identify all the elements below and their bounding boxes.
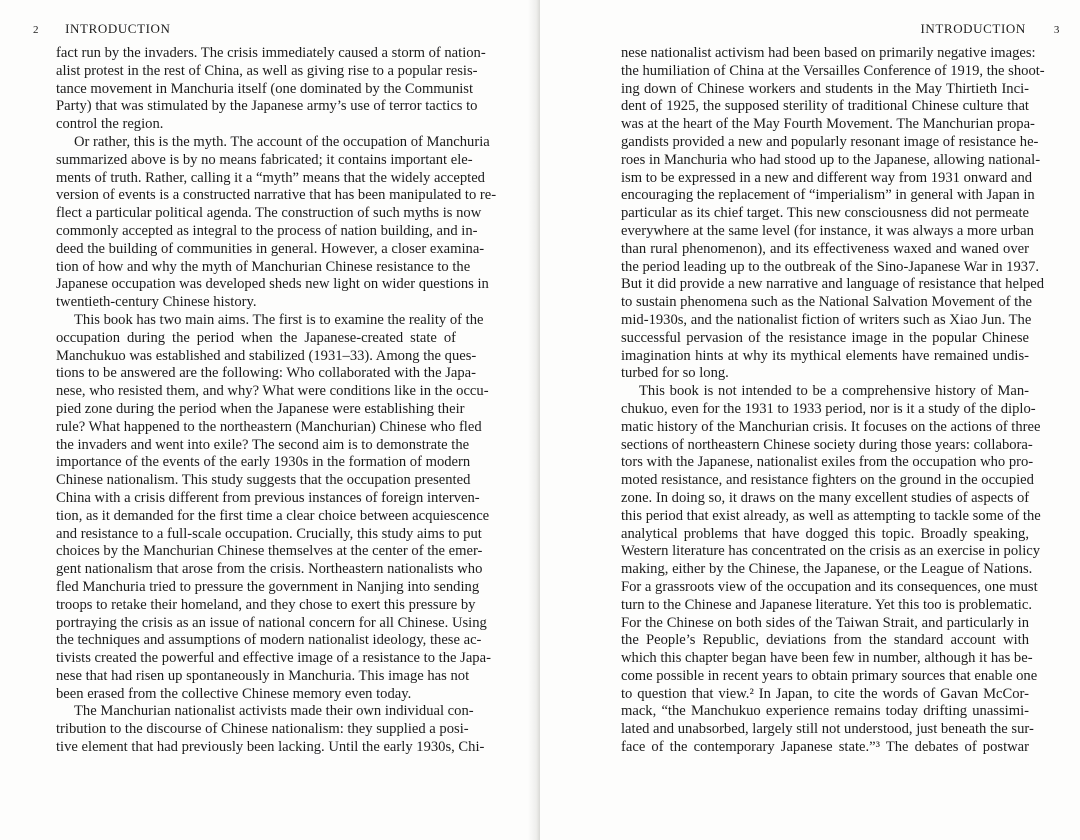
text-line: occupation during the period when the Japanese-created state of	[56, 329, 456, 346]
text-line: to question that view.² In Japan, to cite the words of Gavan McCor-	[621, 685, 1029, 702]
text-line: which this chapter began have been few in number, although it has be-	[621, 650, 1033, 667]
text-line: and resistance to a full-scale occupation. Crucially, this study aims to put	[56, 525, 482, 542]
text-line: portraying the crisis as an issue of national concern for all Chinese. Using	[56, 614, 487, 631]
text-line: importance of the events of the early 1930s in the formation of modern	[56, 454, 471, 471]
text-line: nese that had risen up spontaneously in Manchuria. This image has not	[56, 667, 470, 684]
right-body-text	[621, 45, 1045, 757]
text-line: the People’s Republic, deviations from the standard account with	[621, 632, 1029, 649]
text-line: tions to be answered are the following: Who collaborated with the Japa-	[56, 365, 476, 382]
text-line: troops to retake their homeland, and they chose to exert this pressure by	[56, 596, 476, 613]
text-line: turbed for so long.	[621, 365, 729, 382]
text-line: tive element that had previously been lacking. Until the early 1930s, Chi-	[56, 739, 485, 756]
right-page	[540, 0, 1080, 840]
text-line: making, either by the Chinese, the Japanese, or the League of Nations.	[621, 561, 1033, 578]
text-line: to sustain phenomena such as the National Salvation Movement of the	[621, 294, 1032, 311]
text-line: the invaders and went into exile? The second aim is to demonstrate the	[56, 436, 470, 453]
text-line: everywhere at the same level (for instance, it was always a more urban	[621, 222, 1034, 239]
text-line: For a grassroots view of the occupation and its consequences, one must	[621, 578, 1038, 595]
text-line: pied zone during the period when the Japanese were establishing their	[56, 400, 465, 417]
text-line: roes in Manchuria who had stood up to the Japanese, allowing national-	[621, 151, 1041, 168]
text-line: ing down of Chinese workers and students in the May Thirtieth Inci-	[621, 80, 1029, 97]
text-line: For the Chinese on both sides of the Taiwan Strait, and particularly in	[621, 614, 1029, 631]
text-line: twentieth-century Chinese history.	[56, 294, 257, 311]
text-line: But it did provide a new narrative and language of resistance that helped	[621, 276, 1045, 293]
text-line: fled Manchuria tried to pressure the government in Nanjing into sending	[56, 578, 480, 595]
text-line: face of the contemporary Japanese state.”³ The debates of postwar	[621, 739, 1029, 756]
text-line: alist protest in the rest of China, as well as giving rise to a popular resis-	[56, 62, 478, 79]
text-line: Or rather, this is the myth. The account of the occupation of Manchuria	[74, 133, 490, 150]
text-line: deed the building of communities in general. However, a closer examina-	[56, 240, 485, 257]
text-line: the techniques and assumptions of modern nationalist ideology, these ac-	[56, 632, 482, 649]
left-body-text	[56, 45, 497, 757]
text-line: zone. In doing so, it draws on the many excellent studies of aspects of	[621, 489, 1030, 506]
right-page-number: 3	[1053, 24, 1060, 36]
text-line: been erased from the collective Chinese memory even today.	[56, 685, 412, 702]
right-running-head	[620, 19, 1060, 39]
text-line: tion of how and why the myth of Manchurian Chinese resistance to the	[56, 258, 471, 275]
text-line: Chinese nationalism. This study suggests that the occupation presented	[56, 472, 471, 489]
text-line: China with a crisis different from previous instances of foreign interven-	[56, 489, 480, 506]
left-chapter-title: INTRODUCTION	[65, 21, 171, 36]
text-line: lated and unabsorbed, largely still not understood, just beneath the sur-	[621, 721, 1034, 738]
left-page-number: 2	[33, 24, 40, 36]
text-line: tion, as it demanded for the first time a clear choice between acquiescence	[56, 507, 490, 524]
text-line: choices by the Manchurian Chinese themselves at the center of the emer-	[56, 543, 483, 560]
text-line: nese nationalist activism had been based on primarily negative images:	[621, 45, 1036, 61]
text-line: dent of 1925, the supposed sterility of traditional Chinese culture that	[621, 98, 1029, 115]
text-line: gandists provided a new and popularly resonant image of resistance he-	[621, 133, 1039, 150]
text-line: sections of northeastern Chinese society during those years: collabora-	[621, 436, 1033, 453]
text-line: Western literature has concentrated on the crisis as an exercise in policy	[621, 543, 1041, 560]
text-line: fact run by the invaders. The crisis immediately caused a storm of nation-	[56, 45, 486, 61]
text-line: The Manchurian nationalist activists made their own individual con-	[74, 703, 474, 720]
text-line: particular as its chief target. This new consciousness did not permeate	[621, 205, 1029, 222]
text-line: successful pervasion of the resistance image in the popular Chinese	[621, 329, 1029, 346]
text-line: chukuo, even for the 1931 to 1933 period, nor is it a study of the diplo-	[621, 400, 1036, 417]
text-line: the period leading up to the outbreak of the Sino-Japanese War in 1937.	[621, 258, 1040, 275]
text-line: imagination hints at why its mythical elements have remained undis-	[621, 347, 1029, 364]
text-line: nese, who resisted them, and why? What were conditions like in the occu-	[56, 383, 489, 400]
text-line: analytical problems that have dogged this topic. Broadly speaking,	[621, 525, 1029, 542]
text-line: tivists created the powerful and effective image of a resistance to the Japa-	[56, 650, 491, 667]
text-line: than rural phenomenon), and its effectiveness waxed and waned over	[621, 240, 1029, 257]
text-line: was at the heart of the May Fourth Movement. The Manchurian propa-	[621, 116, 1035, 133]
text-line: Japanese occupation was developed sheds new light on wider questions in	[56, 276, 489, 293]
text-line: tribution to the discourse of Chinese nationalism: they supplied a posi-	[56, 721, 469, 738]
left-running-head	[33, 19, 493, 39]
text-line: gent nationalism that arose from the crisis. Northeastern nationalists who	[56, 561, 483, 578]
text-line: This book has two main aims. The first is to examine the reality of the	[74, 311, 484, 328]
text-line: version of events is a constructed narrative that has been manipulated to re-	[56, 187, 497, 204]
text-line: ism to be expressed in a new and different way from 1931 onward and	[621, 169, 1033, 186]
text-line: this period that exist already, as well as attempting to tackle some of the	[621, 507, 1041, 524]
text-line: mid-1930s, and the nationalist fiction of writers such as Xiao Jun. The	[621, 311, 1032, 328]
text-line: tors with the Japanese, nationalist exiles from the occupation who pro-	[621, 454, 1034, 471]
text-line: Manchukuo was established and stabilized (1931–33). Among the ques-	[56, 347, 477, 364]
text-line: Party) that was stimulated by the Japanese army’s use of terror tactics to	[56, 98, 478, 115]
text-line: turn to the Chinese and Japanese literature. Yet this too is problematic.	[621, 596, 1032, 613]
text-line: summarized above is by no means fabricated; it contains important ele-	[56, 151, 473, 168]
text-line: tance movement in Manchuria itself (one dominated by the Communist	[56, 80, 474, 97]
text-line: This book is not intended to be a comprehensive history of Man-	[639, 383, 1029, 400]
text-line: come possible in recent years to obtain primary sources that enable one	[621, 667, 1038, 684]
text-line: mack, “the Manchukuo experience remains today drifting unassimi-	[621, 703, 1029, 720]
text-line: rule? What happened to the northeastern (Manchurian) Chinese who fled	[56, 418, 482, 435]
text-line: encouraging the replacement of “imperialism” in general with Japan in	[621, 187, 1035, 204]
text-line: the humiliation of China at the Versailles Conference of 1919, the shoot-	[621, 62, 1045, 79]
text-line: control the region.	[56, 116, 164, 133]
text-line: moted resistance, and resistance fighters on the ground in the occupied	[621, 472, 1034, 489]
text-line: ments of truth. Rather, calling it a “myth” means that the widely accepted	[56, 169, 485, 186]
text-line: commonly accepted as integral to the process of nation building, and in-	[56, 222, 478, 239]
text-line: matic history of the Manchurian crisis. It focuses on the actions of three	[621, 418, 1041, 435]
text-line: flect a particular political agenda. The construction of such myths is now	[56, 205, 482, 222]
right-chapter-title: INTRODUCTION	[920, 21, 1026, 36]
